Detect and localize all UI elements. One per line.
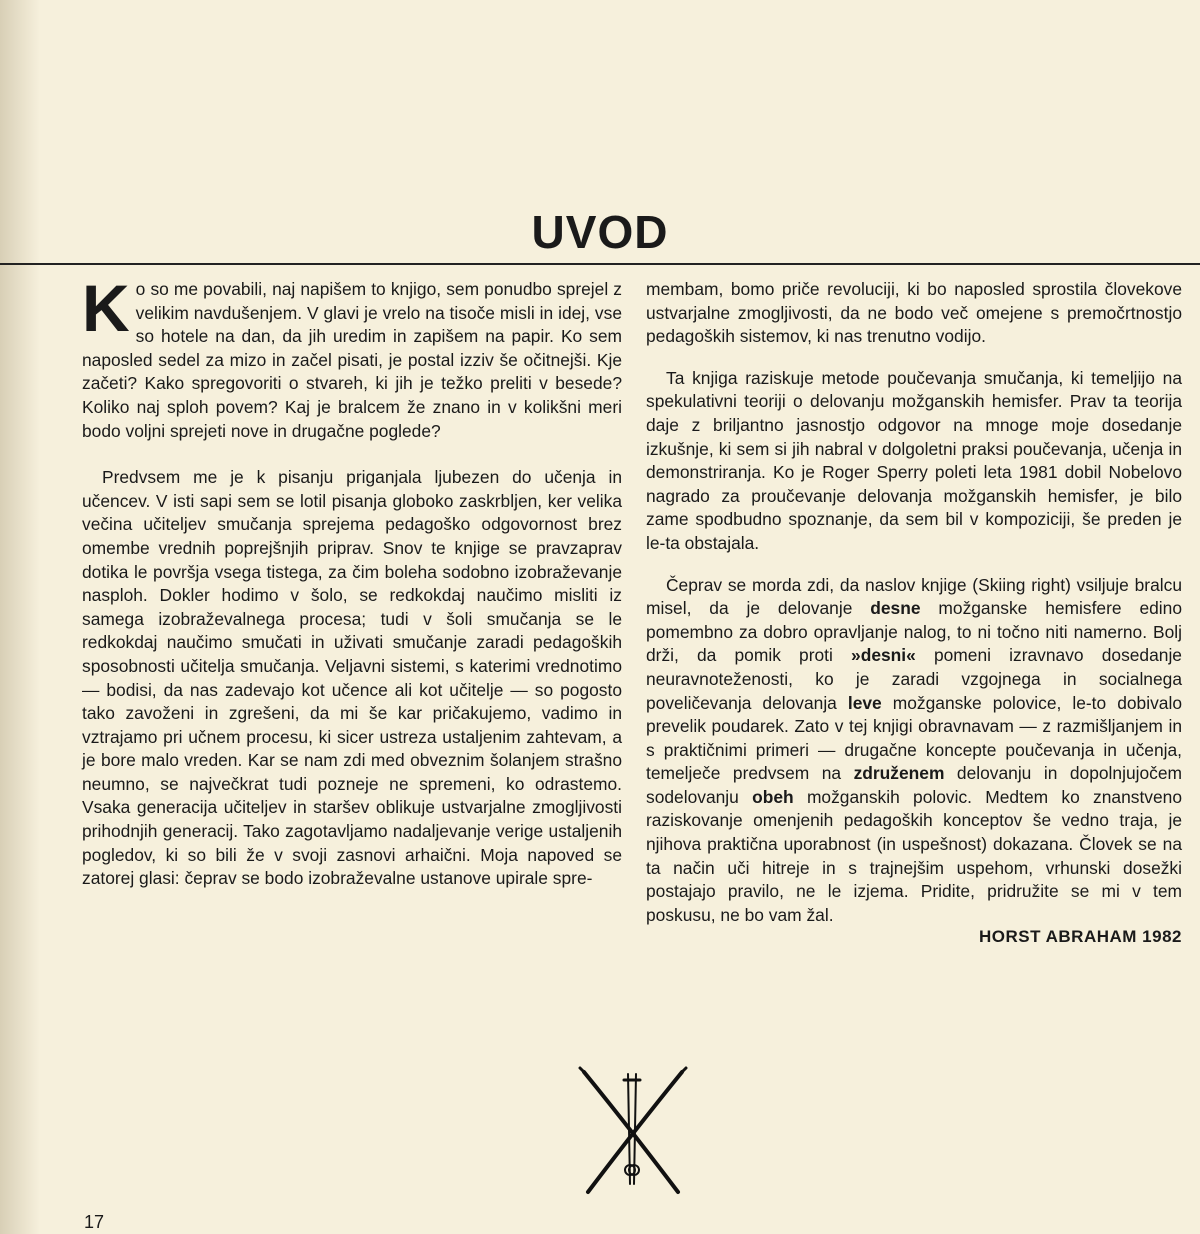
- author-signature: HORST ABRAHAM 1982: [979, 927, 1182, 947]
- text-segment: delovanju in dopolnjujočem sodelovanju: [646, 763, 1182, 807]
- bold-term-desne: desne: [870, 598, 921, 619]
- text-segment: Čeprav se morda zdi, da naslov knjige (Skiing right) vsiljuje bralcu misel, da je delovanje: [646, 574, 1182, 619]
- body-paragraph-2: Predvsem me je k pisanju priganjala ljubezen do učenja in učencev. V isti sapi sem se lotil pisanja globoko zaskrbljen, ker velika večina učiteljev smučanja sprejema pedagoško odgovornost brez omembe vrednih poprejšnjih priprav. Snov te knjige se pravzaprav dotika le površja vsega tistega, za čim boleha sodobno izobraževanje nasploh. Dokler hodimo v šolo, se redkokdaj naučimo misliti iz samega izobraževalnega procesa; tudi v šoli smučanja se le redkokdaj naučimo smučati in uživati smučanje zaradi pedagoških sposobnosti učitelja smučanja. Veljavni sistemi, s katerimi vrednotimo — bodisi, da nas zadevajo kot učence ali kot učitelje — so pogosto tako zavoženi in zgrešeni, da mi še kar pričakujemo, vadimo in vztrajamo pri učnem procesu, ki sicer ustreza ustaljenim zahtevam, a je bore malo vreden. Kar se nam zdi med obveznim šolanjem strašno neumno, se največkrat tudi pozneje ne spremeni, ko odrastemo. Vsaka generacija učiteljev in staršev oblikuje ustvarjalne zmogljivosti prihodnjih generacij. Tako zagotavljamo nadaljevanje verige ustaljenih pogledov, ki so bili že v svoji zasnovi arhaični. Moja napoved se zatorej glasi: čeprav se bodo izobraževalne ustanove upirale spre-: [82, 467, 622, 889]
- left-column: [82, 271, 622, 891]
- intro-text: o so me povabili, naj napišem to knjigo, sem ponudbo sprejel z velikim navdušenjem. V glavi je vrelo na tisoče misli in idej, vse so hotele na dan, da jih uredim in zapišem na papir. Ko sem naposled sedel za mizo in začel pisati, je postal izziv še očitnejši. Kje začeti? Kako spregovoriti o stvareh, ki jih je težko preliti v besede? Koliko naj sploh povem? Kaj je bralcem že znano in v kolikšni meri bodo voljni sprejeti nove in drugačne poglede?: [82, 279, 622, 441]
- page-title: UVOD: [531, 206, 669, 258]
- drop-cap: K: [82, 271, 130, 345]
- body-paragraph-3: Ta knjiga raziskuje metode poučevanja smučanja, ki temeljijo na spekulativni teoriji o delovanju možganskih hemisfer. Prav ta teorija daje z briljantno jasnostjo odgovor na mnoge moje dosedanje izkušnje, ki sem si jih nabral v dolgoletni praksi poučevanja, učenja in demonstriranja. Ko je Roger Sperry poleti leta 1981 dobil Nobelovo nagrado za proučevanje delovanja možganskih hemisfer, je bilo zame spodbudno spoznanje, da sem bil v kompoziciji, še preden je le-ta obstajala.: [646, 367, 1182, 553]
- page-number: 17: [84, 1212, 105, 1232]
- text-segment: pomeni izravnavo dosedanje neuravnoteženosti, ko je zaradi vzgojnega in socialnega poveličevanja delovanja: [646, 645, 1182, 713]
- crossed-skis-and-poles-icon: [578, 1066, 688, 1196]
- bold-term-leve: leve: [847, 692, 882, 713]
- bold-term-desni: »desni«: [851, 645, 916, 666]
- right-column: [646, 278, 1182, 949]
- text-segment: možganske polovice, le-to dobivalo prevelik poudarek. Zato v tej knjigi obravnavam — z razmišljanjem in s praktičnimi primeri — drugačne koncepte poučevanja in učenja, temelječe predvsem na: [646, 692, 1182, 784]
- title-rule: [0, 263, 1200, 265]
- page-gutter-shade: [0, 0, 40, 1234]
- body-paragraph-4: [646, 574, 1182, 928]
- continued-paragraph: membam, bomo priče revoluciji, ki bo naposled sprostila človekove ustvarjalne zmogljivosti, da ne bodo več omejene s premočrtnostjo pedagoških sistemov, ki nas trenutno vodijo.: [646, 279, 1182, 347]
- intro-paragraph: [82, 271, 622, 443]
- text-segment: možganske hemisfere edino pomembno za dobro opravljanje nalog, to ni točno niti namerno. Bolj drži, da pomik proti: [646, 598, 1182, 666]
- bold-term-zdruzenem: združenem: [853, 763, 945, 784]
- bold-term-obeh: obeh: [752, 786, 794, 807]
- text-segment: možganskih polovic. Medtem ko znanstveno raziskovanje omenjenih pedagoških konceptov še vedno traja, je njihova praktična uporabnost (in uspešnost) dokazana. Človek se na ta način uči hitreje in s trajnejšim uspehom, vrhunski dosežki postajajo pravilo, ne le izjema. Pridite, pridružite se mi v tem poskusu, ne bo vam žal.: [646, 786, 1182, 925]
